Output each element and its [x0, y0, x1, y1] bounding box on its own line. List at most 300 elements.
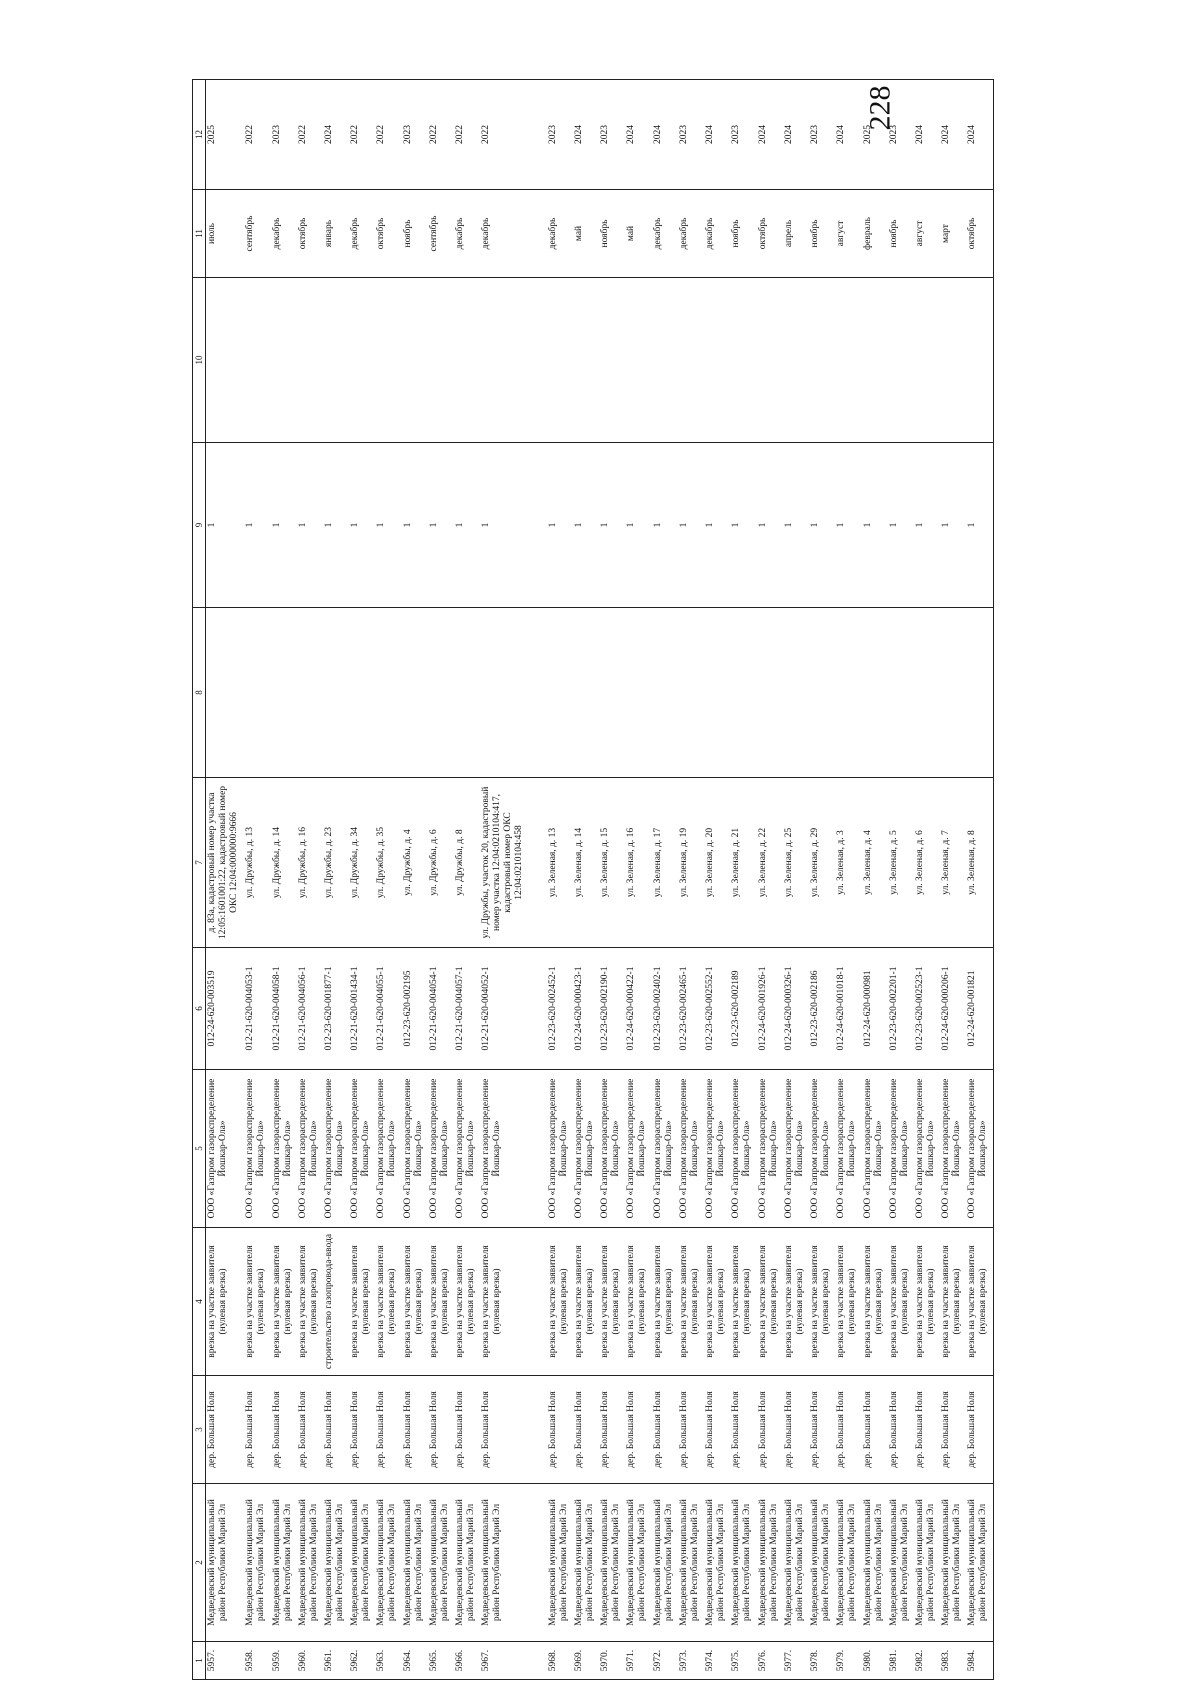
quantity-cell: 1: [297, 443, 323, 608]
column-number-3: 3: [193, 1376, 206, 1484]
quantity-cell: 1: [704, 443, 730, 608]
year-cell: 2022: [454, 80, 480, 190]
registration-number-cell: 012-24-620-001018-1: [835, 948, 861, 1070]
municipality-cell: Медведевский муниципальный район Республики Марий Эл: [704, 1484, 730, 1642]
column-8-cell: [599, 608, 625, 778]
address-cell: ул. Дружбы, д. 6: [428, 778, 454, 948]
organization-cell: ООО «Газпром газораспределение Йошкар-Ола»: [599, 1070, 625, 1228]
year-cell: 2024: [652, 80, 678, 190]
locality-cell: дер. Большая Ноля: [573, 1376, 599, 1484]
row-number: 5974.: [704, 1642, 730, 1680]
work-type-cell: врезка на участке заявителя (нулевая врезка): [480, 1228, 530, 1376]
row-number: 5969.: [573, 1642, 599, 1680]
row-number: 5965.: [428, 1642, 454, 1680]
municipality-cell: Медведевский муниципальный район Республики Марий Эл: [940, 1484, 966, 1642]
registration-number-cell: 012-21-620-004055-1: [375, 948, 401, 1070]
month-cell: ноябрь: [888, 190, 914, 278]
column-10-cell: [835, 278, 861, 443]
month-cell: ноябрь: [599, 190, 625, 278]
spacer-cell: [531, 1376, 547, 1484]
column-10-cell: [454, 278, 480, 443]
municipality-cell: Медведевский муниципальный район Республики Марий Эл: [375, 1484, 401, 1642]
row-number: 5963.: [375, 1642, 401, 1680]
quantity-cell: 1: [547, 443, 573, 608]
month-cell: октябрь: [757, 190, 783, 278]
registration-number-cell: 012-24-620-001821: [966, 948, 993, 1070]
row-number: 5964.: [402, 1642, 428, 1680]
row-number: 5970.: [599, 1642, 625, 1680]
year-cell: 2022: [480, 80, 530, 190]
work-type-cell: врезка на участке заявителя (нулевая врезка): [783, 1228, 809, 1376]
organization-cell: ООО «Газпром газораспределение Йошкар-Ола»: [783, 1070, 809, 1228]
column-8-cell: [625, 608, 651, 778]
organization-cell: ООО «Газпром газораспределение Йошкар-Ола»: [323, 1070, 349, 1228]
address-cell: д. 83а, кадастровый номер участка 12:05:1601001:22, кадастровый номер ОКС 12:04:0000000:9666: [206, 778, 245, 948]
column-8-cell: [704, 608, 730, 778]
quantity-cell: 1: [730, 443, 756, 608]
table-row: [402, 80, 428, 1680]
column-10-cell: [940, 278, 966, 443]
address-cell: ул. Зеленая, д. 20: [704, 778, 730, 948]
municipality-cell: Медведевский муниципальный район Республики Марий Эл: [625, 1484, 651, 1642]
organization-cell: ООО «Газпром газораспределение Йошкар-Ола»: [652, 1070, 678, 1228]
address-cell: ул. Зеленая, д. 7: [940, 778, 966, 948]
registration-number-cell: 012-23-620-002552-1: [704, 948, 730, 1070]
quantity-cell: 1: [599, 443, 625, 608]
work-type-cell: врезка на участке заявителя (нулевая врезка): [862, 1228, 888, 1376]
row-number: 5984.: [966, 1642, 993, 1680]
month-cell: январь: [323, 190, 349, 278]
organization-cell: ООО «Газпром газораспределение Йошкар-Ола»: [480, 1070, 530, 1228]
column-10-cell: [547, 278, 573, 443]
address-cell: ул. Дружбы, д. 13: [244, 778, 270, 948]
year-cell: 2023: [402, 80, 428, 190]
column-number-10: 10: [193, 278, 206, 443]
table-row: [757, 80, 783, 1680]
municipality-cell: Медведевский муниципальный район Республики Марий Эл: [244, 1484, 270, 1642]
row-number: 5962.: [349, 1642, 375, 1680]
column-10-cell: [704, 278, 730, 443]
year-cell: 2023: [599, 80, 625, 190]
address-cell: ул. Зеленая, д. 16: [625, 778, 651, 948]
work-type-cell: врезка на участке заявителя (нулевая врезка): [599, 1228, 625, 1376]
registration-number-cell: 012-23-620-002523-1: [914, 948, 940, 1070]
organization-cell: ООО «Газпром газораспределение Йошкар-Ола»: [809, 1070, 835, 1228]
quantity-cell: 1: [323, 443, 349, 608]
locality-cell: дер. Большая Ноля: [940, 1376, 966, 1484]
table-row: [704, 80, 730, 1680]
month-cell: декабрь: [704, 190, 730, 278]
municipality-cell: Медведевский муниципальный район Республики Марий Эл: [573, 1484, 599, 1642]
organization-cell: ООО «Газпром газораспределение Йошкар-Ола»: [573, 1070, 599, 1228]
year-cell: 2024: [704, 80, 730, 190]
column-8-cell: [888, 608, 914, 778]
registration-number-cell: 012-23-620-002201-1: [888, 948, 914, 1070]
quantity-cell: 1: [454, 443, 480, 608]
organization-cell: ООО «Газпром газораспределение Йошкар-Ола»: [349, 1070, 375, 1228]
locality-cell: дер. Большая Ноля: [271, 1376, 297, 1484]
quantity-cell: 1: [835, 443, 861, 608]
month-cell: декабрь: [271, 190, 297, 278]
locality-cell: дер. Большая Ноля: [454, 1376, 480, 1484]
spacer-cell: [531, 1642, 547, 1680]
quantity-cell: 1: [402, 443, 428, 608]
month-cell: июль: [206, 190, 245, 278]
table-row: [297, 80, 323, 1680]
address-cell: ул. Дружбы, д. 34: [349, 778, 375, 948]
year-cell: 2024: [835, 80, 861, 190]
registry-table: [192, 79, 994, 1680]
month-cell: сентябрь: [244, 190, 270, 278]
registration-number-cell: 012-23-620-002190-1: [599, 948, 625, 1070]
locality-cell: дер. Большая Ноля: [678, 1376, 704, 1484]
organization-cell: ООО «Газпром газораспределение Йошкар-Ола»: [678, 1070, 704, 1228]
month-cell: декабрь: [454, 190, 480, 278]
column-number-1: 1: [193, 1642, 206, 1680]
municipality-cell: Медведевский муниципальный район Республики Марий Эл: [547, 1484, 573, 1642]
registration-number-cell: 012-24-620-000423-1: [573, 948, 599, 1070]
registration-number-cell: 012-24-620-000981: [862, 948, 888, 1070]
locality-cell: дер. Большая Ноля: [625, 1376, 651, 1484]
work-type-cell: врезка на участке заявителя (нулевая врезка): [966, 1228, 993, 1376]
table-row: [678, 80, 704, 1680]
column-10-cell: [244, 278, 270, 443]
municipality-cell: Медведевский муниципальный район Республики Марий Эл: [730, 1484, 756, 1642]
column-10-cell: [349, 278, 375, 443]
work-type-cell: врезка на участке заявителя (нулевая врезка): [349, 1228, 375, 1376]
work-type-cell: врезка на участке заявителя (нулевая врезка): [625, 1228, 651, 1376]
address-cell: ул. Зеленая, д. 29: [809, 778, 835, 948]
address-cell: ул. Зеленая, д. 15: [599, 778, 625, 948]
organization-cell: ООО «Газпром газораспределение Йошкар-Ола»: [271, 1070, 297, 1228]
column-number-12: 12: [193, 80, 206, 190]
quantity-cell: 1: [914, 443, 940, 608]
municipality-cell: Медведевский муниципальный район Республики Марий Эл: [652, 1484, 678, 1642]
locality-cell: дер. Большая Ноля: [297, 1376, 323, 1484]
organization-cell: ООО «Газпром газораспределение Йошкар-Ола»: [375, 1070, 401, 1228]
month-cell: ноябрь: [809, 190, 835, 278]
column-10-cell: [206, 278, 245, 443]
organization-cell: ООО «Газпром газораспределение Йошкар-Ола»: [244, 1070, 270, 1228]
year-cell: 2022: [297, 80, 323, 190]
municipality-cell: Медведевский муниципальный район Республики Марий Эл: [428, 1484, 454, 1642]
year-cell: 2022: [375, 80, 401, 190]
table-row: [652, 80, 678, 1680]
locality-cell: дер. Большая Ноля: [809, 1376, 835, 1484]
column-10-cell: [323, 278, 349, 443]
registration-number-cell: 012-23-620-002189: [730, 948, 756, 1070]
month-cell: ноябрь: [730, 190, 756, 278]
month-cell: сентябрь: [428, 190, 454, 278]
month-cell: октябрь: [375, 190, 401, 278]
municipality-cell: Медведевский муниципальный район Республики Марий Эл: [480, 1484, 530, 1642]
address-cell: ул. Зеленая, д. 17: [652, 778, 678, 948]
month-cell: октябрь: [966, 190, 993, 278]
locality-cell: дер. Большая Ноля: [375, 1376, 401, 1484]
address-cell: ул. Дружбы, д. 4: [402, 778, 428, 948]
quantity-cell: 1: [888, 443, 914, 608]
row-number: 5966.: [454, 1642, 480, 1680]
registration-number-cell: 012-21-620-004056-1: [297, 948, 323, 1070]
month-cell: декабрь: [349, 190, 375, 278]
locality-cell: дер. Большая Ноля: [323, 1376, 349, 1484]
month-cell: октябрь: [297, 190, 323, 278]
table-row: [730, 80, 756, 1680]
row-number: 5959.: [271, 1642, 297, 1680]
column-8-cell: [480, 608, 530, 778]
locality-cell: дер. Большая Ноля: [783, 1376, 809, 1484]
table-row: [271, 80, 297, 1680]
locality-cell: дер. Большая Ноля: [757, 1376, 783, 1484]
quantity-cell: 1: [678, 443, 704, 608]
column-number-4: 4: [193, 1228, 206, 1376]
municipality-cell: Медведевский муниципальный район Республики Марий Эл: [914, 1484, 940, 1642]
column-8-cell: [940, 608, 966, 778]
row-spacer: [531, 80, 547, 1680]
municipality-cell: Медведевский муниципальный район Республики Марий Эл: [349, 1484, 375, 1642]
registration-number-cell: 012-21-620-004058-1: [271, 948, 297, 1070]
row-number: 5968.: [547, 1642, 573, 1680]
organization-cell: ООО «Газпром газораспределение Йошкар-Ола»: [757, 1070, 783, 1228]
municipality-cell: Медведевский муниципальный район Республики Марий Эл: [271, 1484, 297, 1642]
column-8-cell: [862, 608, 888, 778]
column-number-5: 5: [193, 1070, 206, 1228]
spacer-cell: [531, 278, 547, 443]
month-cell: март: [940, 190, 966, 278]
year-cell: 2022: [349, 80, 375, 190]
address-cell: ул. Дружбы, д. 16: [297, 778, 323, 948]
work-type-cell: врезка на участке заявителя (нулевая врезка): [730, 1228, 756, 1376]
table-row: [323, 80, 349, 1680]
spacer-cell: [531, 443, 547, 608]
address-cell: ул. Зеленая, д. 22: [757, 778, 783, 948]
column-10-cell: [599, 278, 625, 443]
work-type-cell: врезка на участке заявителя (нулевая врезка): [402, 1228, 428, 1376]
column-10-cell: [375, 278, 401, 443]
column-8-cell: [402, 608, 428, 778]
column-number-2: 2: [193, 1484, 206, 1642]
column-8-cell: [757, 608, 783, 778]
month-cell: декабрь: [652, 190, 678, 278]
address-cell: ул. Зеленая, д. 21: [730, 778, 756, 948]
table-row: [783, 80, 809, 1680]
column-number-11: 11: [193, 190, 206, 278]
locality-cell: дер. Большая Ноля: [349, 1376, 375, 1484]
work-type-cell: врезка на участке заявителя (нулевая врезка): [678, 1228, 704, 1376]
year-cell: 2024: [323, 80, 349, 190]
municipality-cell: Медведевский муниципальный район Республики Марий Эл: [402, 1484, 428, 1642]
organization-cell: ООО «Газпром газораспределение Йошкар-Ола»: [862, 1070, 888, 1228]
column-10-cell: [678, 278, 704, 443]
registration-number-cell: 012-23-620-002465-1: [678, 948, 704, 1070]
column-8-cell: [678, 608, 704, 778]
municipality-cell: Медведевский муниципальный район Республики Марий Эл: [835, 1484, 861, 1642]
table-row: [375, 80, 401, 1680]
municipality-cell: Медведевский муниципальный район Республики Марий Эл: [757, 1484, 783, 1642]
column-8-cell: [206, 608, 245, 778]
organization-cell: ООО «Газпром газораспределение Йошкар-Ола»: [914, 1070, 940, 1228]
row-number: 5983.: [940, 1642, 966, 1680]
table-row: [454, 80, 480, 1680]
column-8-cell: [783, 608, 809, 778]
column-10-cell: [625, 278, 651, 443]
row-number: 5972.: [652, 1642, 678, 1680]
year-cell: 2023: [888, 80, 914, 190]
municipality-cell: Медведевский муниципальный район Республики Марий Эл: [966, 1484, 993, 1642]
year-cell: 2022: [428, 80, 454, 190]
column-8-cell: [547, 608, 573, 778]
organization-cell: ООО «Газпром газораспределение Йошкар-Ола»: [940, 1070, 966, 1228]
locality-cell: дер. Большая Ноля: [652, 1376, 678, 1484]
locality-cell: дер. Большая Ноля: [888, 1376, 914, 1484]
row-number: 5980.: [862, 1642, 888, 1680]
registration-number-cell: 012-24-620-001926-1: [757, 948, 783, 1070]
row-number: 5977.: [783, 1642, 809, 1680]
municipality-cell: Медведевский муниципальный район Республики Марий Эл: [297, 1484, 323, 1642]
spacer-cell: [531, 1070, 547, 1228]
row-number: 5978.: [809, 1642, 835, 1680]
address-cell: ул. Зеленая, д. 5: [888, 778, 914, 948]
month-cell: ноябрь: [402, 190, 428, 278]
address-cell: ул. Зеленая, д. 19: [678, 778, 704, 948]
organization-cell: ООО «Газпром газораспределение Йошкар-Ола»: [428, 1070, 454, 1228]
work-type-cell: врезка на участке заявителя (нулевая врезка): [454, 1228, 480, 1376]
table-row: [940, 80, 966, 1680]
table-row: [547, 80, 573, 1680]
column-10-cell: [862, 278, 888, 443]
registration-number-cell: 012-24-620-000422-1: [625, 948, 651, 1070]
organization-cell: ООО «Газпром газораспределение Йошкар-Ола»: [297, 1070, 323, 1228]
column-10-cell: [271, 278, 297, 443]
locality-cell: дер. Большая Ноля: [862, 1376, 888, 1484]
table-row: [206, 80, 245, 1680]
address-cell: ул. Дружбы, д. 14: [271, 778, 297, 948]
column-8-cell: [730, 608, 756, 778]
column-8-cell: [271, 608, 297, 778]
quantity-cell: 1: [757, 443, 783, 608]
column-8-cell: [244, 608, 270, 778]
page-number: 228: [863, 85, 897, 131]
year-cell: 2024: [940, 80, 966, 190]
address-cell: ул. Зеленая, д. 25: [783, 778, 809, 948]
work-type-cell: врезка на участке заявителя (нулевая врезка): [271, 1228, 297, 1376]
municipality-cell: Медведевский муниципальный район Республики Марий Эл: [809, 1484, 835, 1642]
year-cell: 2024: [914, 80, 940, 190]
table-row: [428, 80, 454, 1680]
column-8-cell: [914, 608, 940, 778]
column-8-cell: [573, 608, 599, 778]
quantity-cell: 1: [783, 443, 809, 608]
registration-number-cell: 012-21-620-001434-1: [349, 948, 375, 1070]
spacer-cell: [531, 948, 547, 1070]
row-number: 5961.: [323, 1642, 349, 1680]
locality-cell: дер. Большая Ноля: [704, 1376, 730, 1484]
spacer-cell: [531, 608, 547, 778]
column-number-8: 8: [193, 608, 206, 778]
address-cell: ул. Дружбы, участок 20, кадастровый номер участка 12:04:0210104:417, кадастровый номер ОКС 12:04:0210104:458: [480, 778, 530, 948]
spacer-cell: [531, 190, 547, 278]
quantity-cell: 1: [966, 443, 993, 608]
year-cell: 2025: [206, 80, 245, 190]
column-8-cell: [835, 608, 861, 778]
organization-cell: ООО «Газпром газораспределение Йошкар-Ола»: [704, 1070, 730, 1228]
column-10-cell: [730, 278, 756, 443]
column-8-cell: [323, 608, 349, 778]
organization-cell: ООО «Газпром газораспределение Йошкар-Ола»: [402, 1070, 428, 1228]
column-10-cell: [573, 278, 599, 443]
column-10-cell: [914, 278, 940, 443]
locality-cell: дер. Большая Ноля: [730, 1376, 756, 1484]
work-type-cell: врезка на участке заявителя (нулевая врезка): [428, 1228, 454, 1376]
quantity-cell: 1: [206, 443, 245, 608]
month-cell: декабрь: [547, 190, 573, 278]
column-8-cell: [966, 608, 993, 778]
column-8-cell: [297, 608, 323, 778]
table-row: [862, 80, 888, 1680]
year-cell: 2024: [966, 80, 993, 190]
municipality-cell: Медведевский муниципальный район Республики Марий Эл: [862, 1484, 888, 1642]
month-cell: декабрь: [678, 190, 704, 278]
column-10-cell: [402, 278, 428, 443]
year-cell: 2023: [730, 80, 756, 190]
column-number-6: 6: [193, 948, 206, 1070]
row-number: 5975.: [730, 1642, 756, 1680]
year-cell: 2025: [862, 80, 888, 190]
address-cell: ул. Зеленая, д. 13: [547, 778, 573, 948]
month-cell: май: [573, 190, 599, 278]
row-number: 5957.: [206, 1642, 245, 1680]
column-8-cell: [652, 608, 678, 778]
table-row: [835, 80, 861, 1680]
work-type-cell: врезка на участке заявителя (нулевая врезка): [835, 1228, 861, 1376]
year-cell: 2024: [573, 80, 599, 190]
municipality-cell: Медведевский муниципальный район Республики Марий Эл: [454, 1484, 480, 1642]
address-cell: ул. Дружбы, д. 23: [323, 778, 349, 948]
registration-number-cell: 012-23-620-002195: [402, 948, 428, 1070]
work-type-cell: врезка на участке заявителя (нулевая врезка): [914, 1228, 940, 1376]
registration-number-cell: 012-21-620-004054-1: [428, 948, 454, 1070]
registration-number-cell: 012-23-620-001877-1: [323, 948, 349, 1070]
month-cell: февраль: [862, 190, 888, 278]
work-type-cell: врезка на участке заявителя (нулевая врезка): [573, 1228, 599, 1376]
year-cell: 2023: [271, 80, 297, 190]
month-cell: декабрь: [480, 190, 530, 278]
work-type-cell: врезка на участке заявителя (нулевая врезка): [652, 1228, 678, 1376]
locality-cell: дер. Большая Ноля: [599, 1376, 625, 1484]
quantity-cell: 1: [862, 443, 888, 608]
quantity-cell: 1: [271, 443, 297, 608]
column-10-cell: [652, 278, 678, 443]
year-cell: 2023: [678, 80, 704, 190]
quantity-cell: 1: [625, 443, 651, 608]
row-number: 5976.: [757, 1642, 783, 1680]
month-cell: май: [625, 190, 651, 278]
year-cell: 2024: [783, 80, 809, 190]
quantity-cell: 1: [349, 443, 375, 608]
organization-cell: ООО «Газпром газораспределение Йошкар-Ола»: [547, 1070, 573, 1228]
spacer-cell: [531, 1484, 547, 1642]
column-10-cell: [297, 278, 323, 443]
row-number: 5967.: [480, 1642, 530, 1680]
table-row: [480, 80, 530, 1680]
organization-cell: ООО «Газпром газораспределение Йошкар-Ола»: [835, 1070, 861, 1228]
registration-number-cell: 012-24-620-003519: [206, 948, 245, 1070]
locality-cell: дер. Большая Ноля: [402, 1376, 428, 1484]
address-cell: ул. Зеленая, д. 6: [914, 778, 940, 948]
registration-number-cell: 012-23-620-002402-1: [652, 948, 678, 1070]
work-type-cell: врезка на участке заявителя (нулевая врезка): [940, 1228, 966, 1376]
organization-cell: ООО «Газпром газораспределение Йошкар-Ола»: [454, 1070, 480, 1228]
